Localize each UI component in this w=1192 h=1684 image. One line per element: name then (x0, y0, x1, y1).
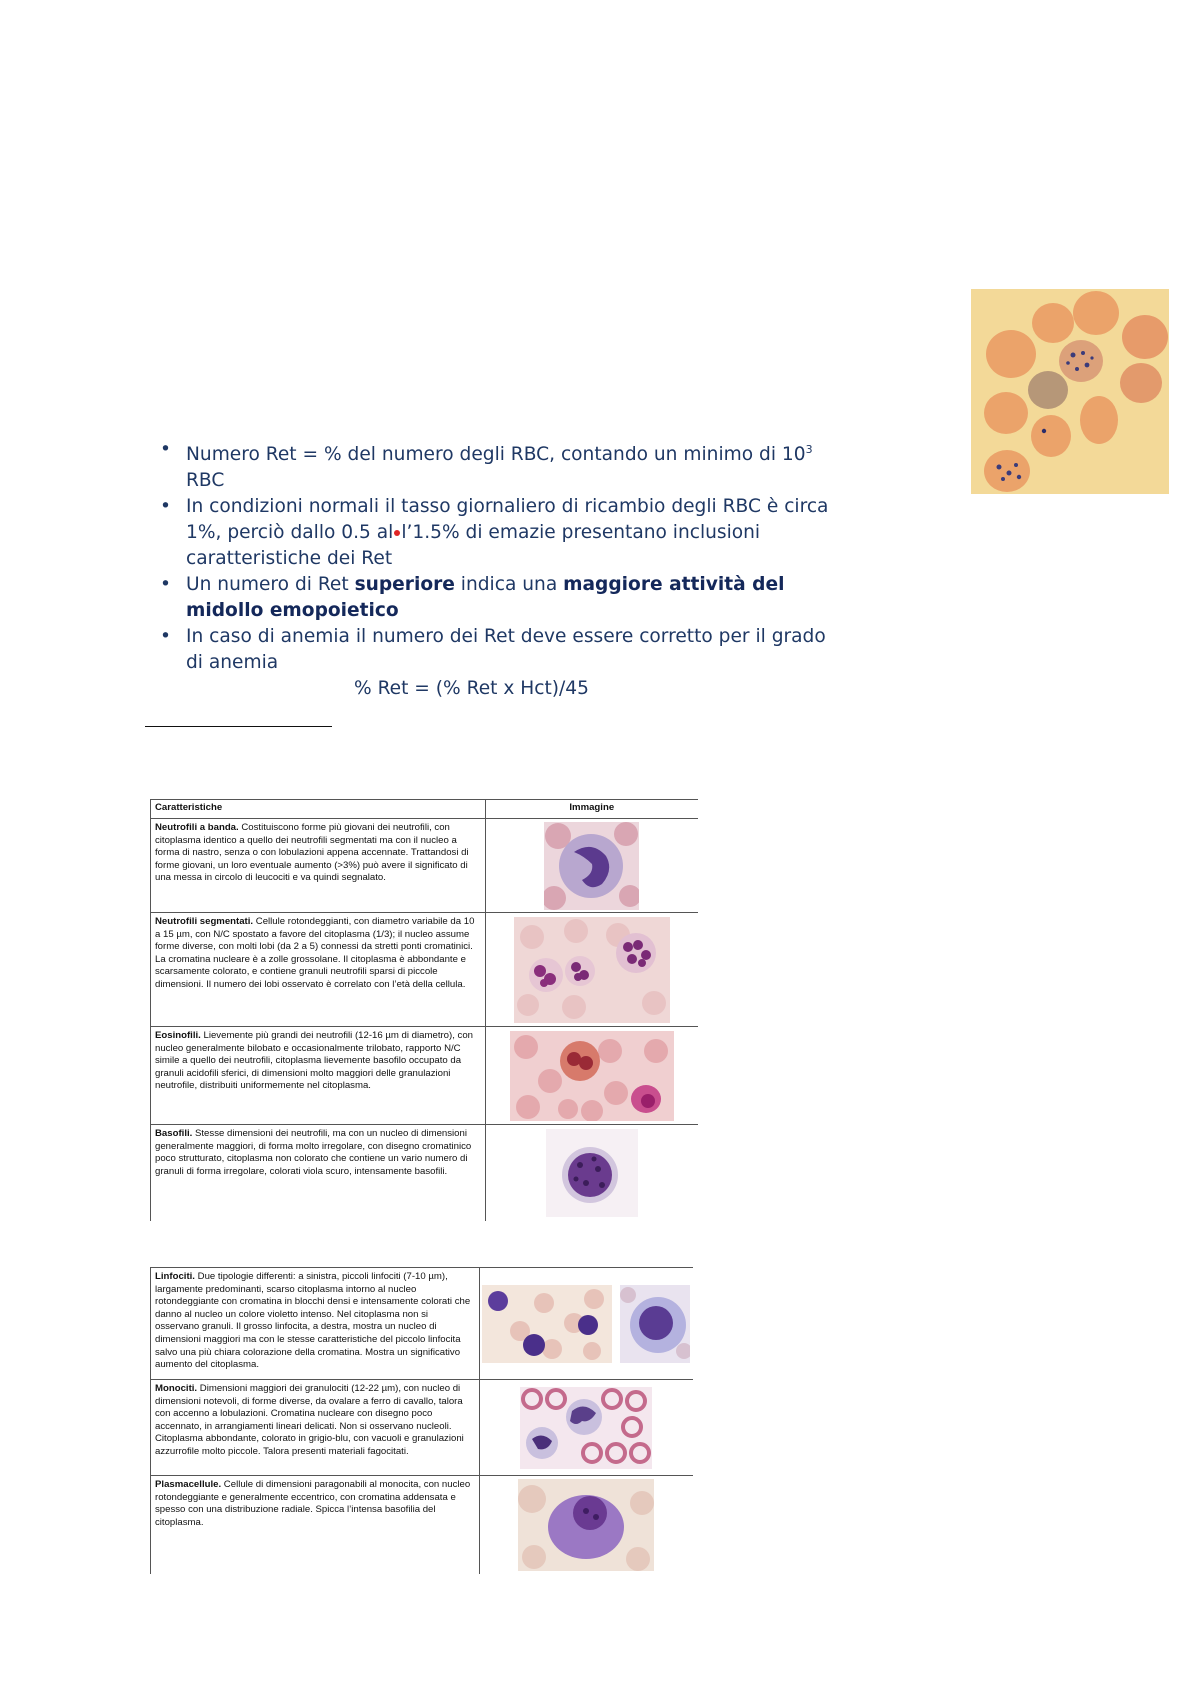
reticulocyte-notes (160, 437, 840, 702)
text: indica una (454, 574, 564, 596)
reticulocyte-micrograph (971, 289, 1169, 494)
desc-neutrofili-banda: Neutrofili a banda. Costituiscono forme più giovani dei neutrofili, con citoplasma identico a quello dei neutrofili segmentati ma con il nucleo a forma di nastro, senza o con lobulazioni appena accennate. Trattandosi di forme giovani, un loro eventuale aumento (>3%) può avere il significato di una messa in circolo di leucociti e va quindi segnalato. (151, 819, 486, 913)
desc-monociti: Monociti. Dimensioni maggiori dei granulociti (12-22 µm), con nucleo di dimensioni notevoli, di forme diverse, da ovalare a ferro di cavallo, talora con accenno a lobulazioni. Cromatina nucleare con disegno poco accennato, in arrangiamenti lineari delicati. Non si osservano nucleoli. Citoplasma abbondante, colorato in grigio-blu, con vacuoli e granulazioni azzurrofile molto piccole. Talora presenti materiali fagocitati. (151, 1380, 480, 1476)
lymphocyte-image (482, 1285, 690, 1363)
eosinophil-image (510, 1031, 674, 1121)
basophil-image (546, 1129, 638, 1217)
pointer-dot (394, 530, 400, 536)
plasma-cell-image (518, 1479, 654, 1571)
desc-eosinofili: Eosinofili. Lievemente più grandi dei neutrofili (12-16 µm di diametro), con nucleo generalmente bilobato e occasionalmente trilobato, rapporto N/C simile a quello dei neutrofili, citoplasma lievemente basofilo occupato da granuli acidofili sferici, di dimensioni molto maggiori delle granulazioni neutrofile, distribuiti uniformemente nel citoplasma. (151, 1027, 486, 1125)
text: In condizioni normali il tasso giornaliero di ricambio degli RBC è circa 1%, perciò dallo 0.5 al (186, 496, 829, 544)
superscript: 3 (805, 443, 813, 456)
bullet-item (160, 624, 840, 676)
desc-neutrofili-segmentati: Neutrofili segmentati. Cellule rotondeggianti, con diametro variabile da 10 a 15 µm, con N/C spostato a favore del citoplasma (1/3); il nucleo assume forme diverse, con molti lobi (da 2 a 5) connessi da stretti ponti cromatinici. La cromatina nucleare è a zolle grossolane. Il citoplasma è abbondante e scarsamente colorato, e contiene granuli neutrofili sparsi di piccole dimensioni. Il numero dei lobi osservato è correlato con l’età della cellula. (151, 913, 486, 1027)
segmented-neutrophil-image (514, 917, 670, 1023)
header-caratteristiche: Caratteristiche (151, 800, 486, 819)
text: RBC (186, 470, 225, 492)
bullet-item (160, 437, 840, 494)
bullet-item (160, 572, 840, 624)
text: l’1.5% di emazie presentano inclusioni caratteristiche dei Ret (186, 522, 761, 570)
bullet-item (160, 494, 840, 572)
ret-correction-formula: % Ret = (% Ret x Hct)/45 (354, 678, 589, 700)
monocyte-image (520, 1387, 652, 1469)
bold-text: superiore (354, 574, 455, 596)
text: In caso di anemia il numero dei Ret deve essere corretto per il grado di anemia (186, 626, 826, 674)
leukocyte-table-1 (150, 799, 698, 1221)
bullet-list (160, 437, 840, 676)
text: Numero Ret = % del numero degli RBC, contando un minimo di 10 (186, 444, 806, 466)
header-immagine: Immagine (485, 800, 698, 819)
horizontal-rule (145, 726, 332, 727)
desc-plasmacellule: Plasmacellule. Cellule di dimensioni paragonabili al monocita, con nucleo rotondeggiante e generalmente eccentrico, con cromatina addensata e spesso con una distribuzione radiale. Spicca l’intensa basofilia del citoplasma. (151, 1476, 480, 1574)
desc-basofili: Basofili. Stesse dimensioni dei neutrofili, ma con un nucleo di dimensioni generalmente maggiori, di forma molto irregolare, con disegno cromatinico poco strutturato, citoplasma non colorato che contiene un vario numero di granuli di forma irregolare, colorati viola scuro, intensamente basofili. (151, 1125, 486, 1221)
bold-text: maggiore attività del midollo emopoietico (186, 574, 785, 622)
desc-linfociti: Linfociti. Due tipologie differenti: a sinistra, piccoli linfociti (7-10 µm), largamente predominanti, scarso citoplasma intorno al nucleo rotondeggiante con cromatina in blocchi densi e intensamente colorati che danno al nucleo un colore violetto intenso. Nel citoplasma non si osservano granuli. Il grosso linfocita, a destra, mostra un nucleo di dimensioni maggiori ma con le stesse caratteristiche del piccolo linfocita salvo una più chiara colorazione della cromatina. Mostra un significativo aumento del citoplasma. (151, 1268, 480, 1380)
text: Un numero di Ret (186, 574, 355, 596)
band-neutrophil-image (544, 822, 639, 910)
leukocyte-table-2 (150, 1267, 693, 1574)
